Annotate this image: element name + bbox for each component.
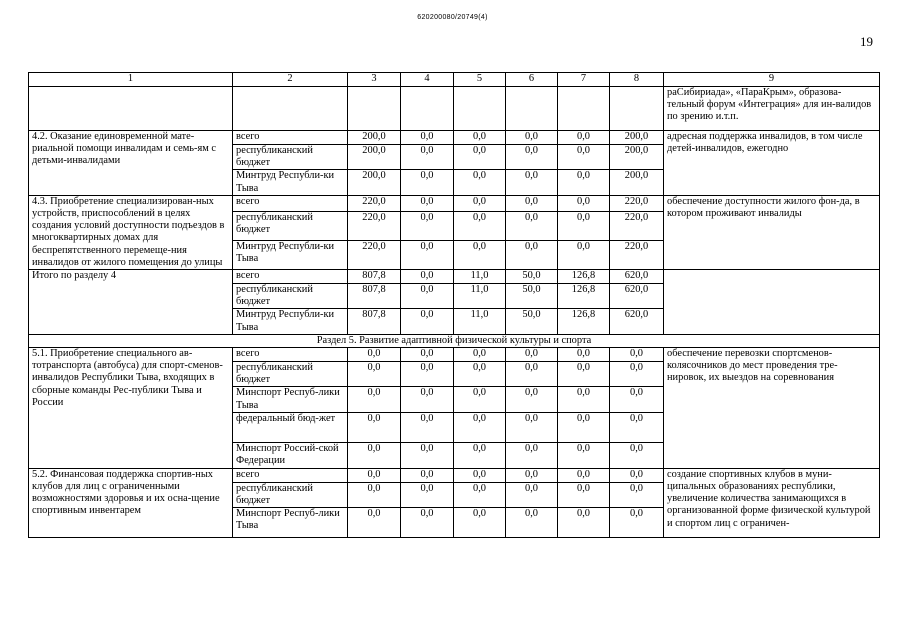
amount-cell: 0,0 (454, 468, 506, 482)
column-number: 6 (506, 73, 558, 87)
amount-cell: 807,8 (348, 309, 401, 334)
amount-cell: 0,0 (506, 145, 558, 170)
amount-cell: 0,0 (506, 508, 558, 538)
amount-cell: 0,0 (401, 211, 454, 240)
table-row (29, 87, 880, 131)
amount-cell: 0,0 (401, 270, 454, 284)
funding-source: всего (233, 348, 348, 362)
amount-cell: 0,0 (558, 482, 610, 507)
amount-cell: 220,0 (348, 195, 401, 211)
amount-cell: 0,0 (610, 508, 664, 538)
measure-name: Итого по разделу 4 (29, 270, 233, 335)
amount-cell: 0,0 (610, 482, 664, 507)
funding-source: республиканский бюджет (233, 284, 348, 309)
column-number: 5 (454, 73, 506, 87)
document-id: 620200080/20749(4) (417, 14, 488, 21)
funding-source: всего (233, 195, 348, 211)
amount-cell: 0,0 (610, 442, 664, 468)
amount-cell: 0,0 (454, 170, 506, 195)
amount-cell: 0,0 (454, 131, 506, 145)
amount-cell: 0,0 (401, 309, 454, 334)
amount-cell: 0,0 (348, 442, 401, 468)
table-row (29, 195, 880, 211)
amount-cell: 0,0 (454, 348, 506, 362)
funding-source: республиканский бюджет (233, 362, 348, 387)
amount-cell (454, 87, 506, 131)
column-number: 4 (401, 73, 454, 87)
amount-cell: 0,0 (454, 482, 506, 507)
amount-cell: 0,0 (558, 468, 610, 482)
amount-cell: 0,0 (454, 195, 506, 211)
amount-cell: 200,0 (348, 131, 401, 145)
funding-source: всего (233, 468, 348, 482)
amount-cell: 50,0 (506, 284, 558, 309)
amount-cell: 0,0 (610, 468, 664, 482)
amount-cell: 0,0 (558, 240, 610, 269)
funding-source: республиканский бюджет (233, 211, 348, 240)
column-number-row (29, 73, 880, 87)
amount-cell: 0,0 (401, 508, 454, 538)
section-title: Раздел 5. Развитие адаптивной физической культуры и спорта (29, 334, 880, 347)
amount-cell: 11,0 (454, 309, 506, 334)
measure-name: 4.3. Приобретение специализирован-ных устройств, приспособлений в целях создания условий доступности подъездов в многоквартирных домах для беспрепятственного перемеще-ния инвалидов от жилого помещения до улицы (29, 195, 233, 269)
amount-cell: 0,0 (506, 482, 558, 507)
amount-cell: 0,0 (401, 195, 454, 211)
amount-cell: 807,8 (348, 284, 401, 309)
amount-cell: 0,0 (348, 482, 401, 507)
amount-cell: 0,0 (558, 170, 610, 195)
amount-cell: 620,0 (610, 270, 664, 284)
amount-cell: 0,0 (558, 145, 610, 170)
amount-cell: 200,0 (610, 145, 664, 170)
amount-cell (348, 87, 401, 131)
amount-cell: 50,0 (506, 309, 558, 334)
amount-cell: 0,0 (454, 211, 506, 240)
amount-cell: 0,0 (558, 195, 610, 211)
expected-result: адресная поддержка инвалидов, в том числе детей-инвалидов, ежегодно (664, 131, 880, 196)
funding-source: Минспорт Респуб-лики Тыва (233, 387, 348, 412)
amount-cell (610, 87, 664, 131)
expected-result (664, 270, 880, 335)
amount-cell: 220,0 (610, 240, 664, 269)
amount-cell: 0,0 (558, 387, 610, 412)
amount-cell: 126,8 (558, 309, 610, 334)
funding-source: федеральный бюд-жет (233, 412, 348, 442)
amount-cell: 220,0 (610, 195, 664, 211)
amount-cell: 0,0 (506, 442, 558, 468)
amount-cell: 0,0 (610, 412, 664, 442)
amount-cell: 200,0 (348, 170, 401, 195)
amount-cell: 0,0 (506, 240, 558, 269)
amount-cell: 0,0 (454, 442, 506, 468)
amount-cell: 0,0 (401, 362, 454, 387)
column-number: 8 (610, 73, 664, 87)
column-number: 3 (348, 73, 401, 87)
amount-cell: 0,0 (348, 362, 401, 387)
column-number: 1 (29, 73, 233, 87)
amount-cell (401, 87, 454, 131)
table-row (29, 468, 880, 482)
amount-cell: 0,0 (401, 468, 454, 482)
amount-cell: 0,0 (401, 412, 454, 442)
amount-cell: 0,0 (454, 362, 506, 387)
funding-source: республиканский бюджет (233, 482, 348, 507)
funding-source: республиканский бюджет (233, 145, 348, 170)
amount-cell: 0,0 (558, 412, 610, 442)
amount-cell: 200,0 (610, 170, 664, 195)
page-number: 19 (860, 34, 873, 49)
amount-cell: 50,0 (506, 270, 558, 284)
section-header-row (29, 334, 880, 347)
amount-cell: 0,0 (506, 387, 558, 412)
program-table (28, 72, 880, 538)
amount-cell: 0,0 (558, 131, 610, 145)
amount-cell: 0,0 (558, 362, 610, 387)
table-row (29, 131, 880, 145)
amount-cell: 0,0 (401, 170, 454, 195)
amount-cell: 0,0 (558, 508, 610, 538)
amount-cell: 0,0 (506, 170, 558, 195)
amount-cell: 0,0 (401, 348, 454, 362)
amount-cell: 0,0 (454, 240, 506, 269)
measure-name (29, 87, 233, 131)
column-number: 2 (233, 73, 348, 87)
amount-cell: 0,0 (401, 240, 454, 269)
amount-cell: 0,0 (558, 442, 610, 468)
funding-source (233, 87, 348, 131)
funding-source: всего (233, 131, 348, 145)
amount-cell: 0,0 (348, 412, 401, 442)
expected-result: обеспечение доступности жилого фон-да, в котором проживают инвалиды (664, 195, 880, 269)
amount-cell: 0,0 (401, 482, 454, 507)
amount-cell: 11,0 (454, 284, 506, 309)
amount-cell: 220,0 (348, 240, 401, 269)
amount-cell: 620,0 (610, 309, 664, 334)
amount-cell: 0,0 (506, 412, 558, 442)
amount-cell: 0,0 (506, 362, 558, 387)
amount-cell: 0,0 (610, 348, 664, 362)
amount-cell: 0,0 (454, 145, 506, 170)
amount-cell: 807,8 (348, 270, 401, 284)
amount-cell: 0,0 (506, 195, 558, 211)
funding-source: Минтруд Республи-ки Тыва (233, 309, 348, 334)
amount-cell: 200,0 (610, 131, 664, 145)
amount-cell: 0,0 (348, 468, 401, 482)
amount-cell: 126,8 (558, 270, 610, 284)
amount-cell: 0,0 (401, 284, 454, 309)
amount-cell: 0,0 (506, 468, 558, 482)
amount-cell: 0,0 (401, 387, 454, 412)
amount-cell: 11,0 (454, 270, 506, 284)
measure-name: 5.1. Приобретение специального ав-тотранспорта (автобуса) для спорт-сменов-инвалидов Республики Тыва, входящих в сборные команды Рес-публики Тыва и России (29, 348, 233, 469)
amount-cell: 0,0 (348, 387, 401, 412)
funding-source: Минспорт Респуб-лики Тыва (233, 508, 348, 538)
amount-cell: 0,0 (506, 348, 558, 362)
amount-cell: 0,0 (610, 387, 664, 412)
amount-cell: 0,0 (348, 508, 401, 538)
funding-source: всего (233, 270, 348, 284)
amount-cell: 0,0 (454, 387, 506, 412)
expected-result: раСибириада», «ПараКрым», образова-тельный форум «Интеграция» для ин-валидов по зрению и.т.п. (664, 87, 880, 131)
measure-name: 4.2. Оказание единовременной мате-риальной помощи инвалидам и семь-ям с детьми-инвалидами (29, 131, 233, 196)
funding-source: Минтруд Республи-ки Тыва (233, 170, 348, 195)
amount-cell (558, 87, 610, 131)
funding-source: Минтруд Республи-ки Тыва (233, 240, 348, 269)
amount-cell: 0,0 (348, 348, 401, 362)
amount-cell: 620,0 (610, 284, 664, 309)
amount-cell: 0,0 (454, 412, 506, 442)
column-number: 7 (558, 73, 610, 87)
amount-cell (506, 87, 558, 131)
measure-name: 5.2. Финансовая поддержка спортив-ных клубов для лиц с ограниченными возможностями здоровья и их осна-щение спортивным инвентарем (29, 468, 233, 537)
amount-cell: 0,0 (558, 211, 610, 240)
amount-cell: 0,0 (610, 362, 664, 387)
amount-cell: 0,0 (558, 348, 610, 362)
amount-cell: 0,0 (506, 211, 558, 240)
amount-cell: 0,0 (401, 131, 454, 145)
expected-result: создание спортивных клубов в муни-ципальных образованиях республики, увеличение количества занимающихся в организованной форме физической культурой и спортом лиц с ограничен- (664, 468, 880, 537)
table-row (29, 348, 880, 362)
amount-cell: 0,0 (454, 508, 506, 538)
column-number: 9 (664, 73, 880, 87)
amount-cell: 126,8 (558, 284, 610, 309)
funding-source: Минспорт Россий-ской Федерации (233, 442, 348, 468)
amount-cell: 200,0 (348, 145, 401, 170)
expected-result: обеспечение перевозки спортсменов-колясочников до мест проведения тре-нировок, их выездов на соревнования (664, 348, 880, 469)
table-row (29, 270, 880, 284)
amount-cell: 220,0 (348, 211, 401, 240)
amount-cell: 0,0 (401, 442, 454, 468)
amount-cell: 0,0 (506, 131, 558, 145)
amount-cell: 0,0 (401, 145, 454, 170)
amount-cell: 220,0 (610, 211, 664, 240)
